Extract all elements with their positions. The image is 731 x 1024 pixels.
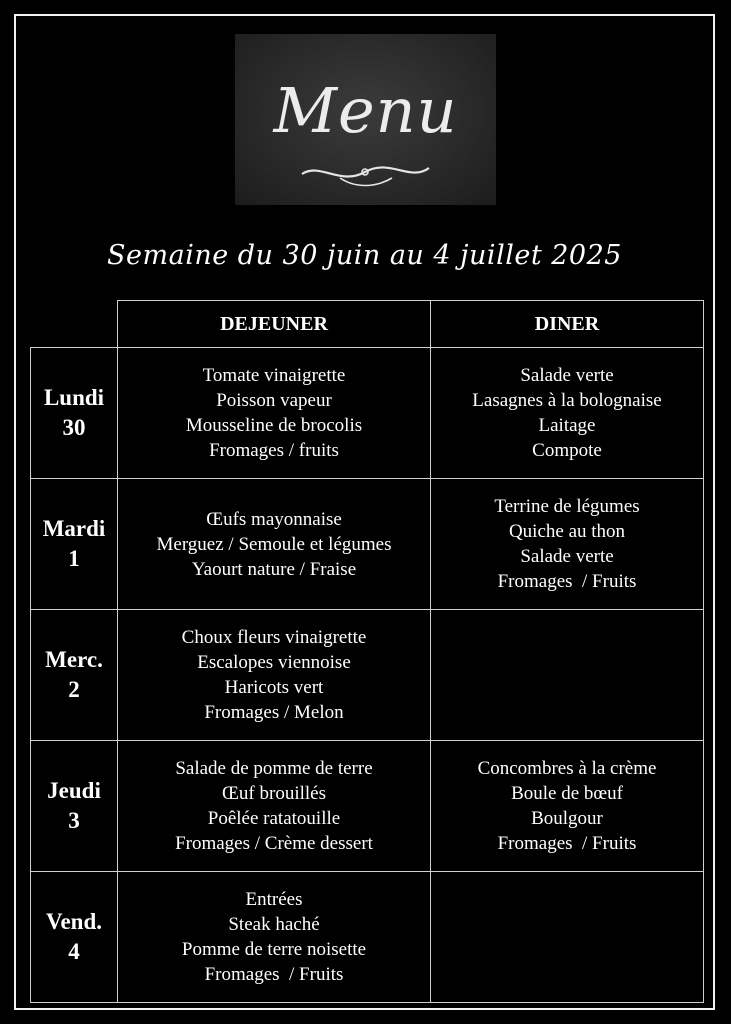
- diner-cell: [431, 610, 704, 741]
- dish-item: Fromages / Fruits: [204, 964, 344, 985]
- dejeuner-cell: [118, 741, 431, 872]
- dish-item: Salade verte: [520, 365, 614, 386]
- table-row: [31, 872, 704, 1003]
- dish-item: Haricots vert: [224, 677, 324, 698]
- dish-item: Poêlée ratatouille: [207, 808, 341, 829]
- dejeuner-cell: [118, 610, 431, 741]
- dish-item: Concombres à la crème: [477, 758, 657, 779]
- dish-item: Compote: [532, 440, 602, 461]
- dish-item: Merguez / Semoule et légumes: [156, 533, 392, 555]
- corner-cell: [31, 301, 118, 348]
- day-cell: [31, 741, 118, 872]
- dish-item: Salade verte: [520, 546, 614, 567]
- table-row: [31, 479, 704, 610]
- table-row: [31, 610, 704, 741]
- flourish-icon: [300, 152, 431, 192]
- dish-item: Fromages / Fruits: [497, 571, 637, 592]
- dish-item: Œuf brouillés: [222, 783, 326, 804]
- dish-item: Quiche au thon: [508, 521, 626, 542]
- week-subtitle: Semaine du 30 juin au 4 juillet 2025: [107, 240, 622, 271]
- day-name: Mardi: [42, 516, 106, 541]
- diner-cell: [431, 741, 704, 872]
- day-name: Lundi: [43, 385, 105, 410]
- day-name: Vend.: [45, 909, 103, 934]
- menu-logo-text: Menu: [273, 74, 458, 147]
- dish-item: Boule de bœuf: [511, 783, 623, 804]
- dish-item: Steak haché: [228, 914, 320, 935]
- dejeuner-cell: [118, 872, 431, 1003]
- day-cell: [31, 348, 118, 479]
- day-name: Jeudi: [47, 778, 101, 803]
- dish-item: Fromages / Fruits: [497, 833, 637, 854]
- dejeuner-cell: [118, 479, 431, 610]
- day-date: 2: [68, 677, 80, 702]
- dish-item: Pomme de terre noisette: [181, 939, 367, 960]
- dish-item: Terrine de légumes: [494, 496, 640, 517]
- diner-cell: [431, 872, 704, 1003]
- dish-item: Mousseline de brocolis: [185, 415, 363, 436]
- dish-item: Entrées: [245, 889, 303, 910]
- header-diner: DINER: [431, 301, 704, 348]
- day-name: Merc.: [45, 647, 103, 672]
- dish-item: Fromages / fruits: [209, 440, 339, 461]
- day-cell: [31, 610, 118, 741]
- day-date: 3: [68, 808, 80, 833]
- day-cell: [31, 872, 118, 1003]
- table-row: [31, 741, 704, 872]
- dish-item: Escalopes viennoise: [197, 652, 351, 673]
- dish-item: Fromages / Melon: [204, 702, 344, 723]
- dejeuner-cell: [118, 348, 431, 479]
- dish-item: Boulgour: [531, 808, 603, 829]
- dish-item: Œufs mayonnaise: [206, 508, 342, 530]
- dish-item: Salade de pomme de terre: [175, 758, 373, 779]
- header-dejeuner: DEJEUNER: [118, 301, 431, 348]
- diner-cell: [431, 348, 704, 479]
- day-date: 4: [68, 939, 80, 964]
- header-row: [31, 301, 704, 348]
- menu-logo: [235, 34, 496, 205]
- diner-cell: [431, 479, 704, 610]
- day-date: 30: [62, 415, 86, 440]
- dish-item: Tomate vinaigrette: [202, 365, 346, 386]
- table-row: [31, 348, 704, 479]
- dish-item: Yaourt nature / Fraise: [191, 558, 357, 580]
- day-cell: [31, 479, 118, 610]
- day-date: 1: [68, 546, 80, 571]
- menu-table: [30, 300, 704, 1003]
- dish-item: Poisson vapeur: [216, 390, 332, 411]
- dish-item: Fromages / Crème dessert: [175, 833, 373, 854]
- dish-item: Choux fleurs vinaigrette: [181, 627, 367, 648]
- dish-item: Laitage: [538, 415, 596, 436]
- dish-item: Lasagnes à la bolognaise: [472, 390, 662, 411]
